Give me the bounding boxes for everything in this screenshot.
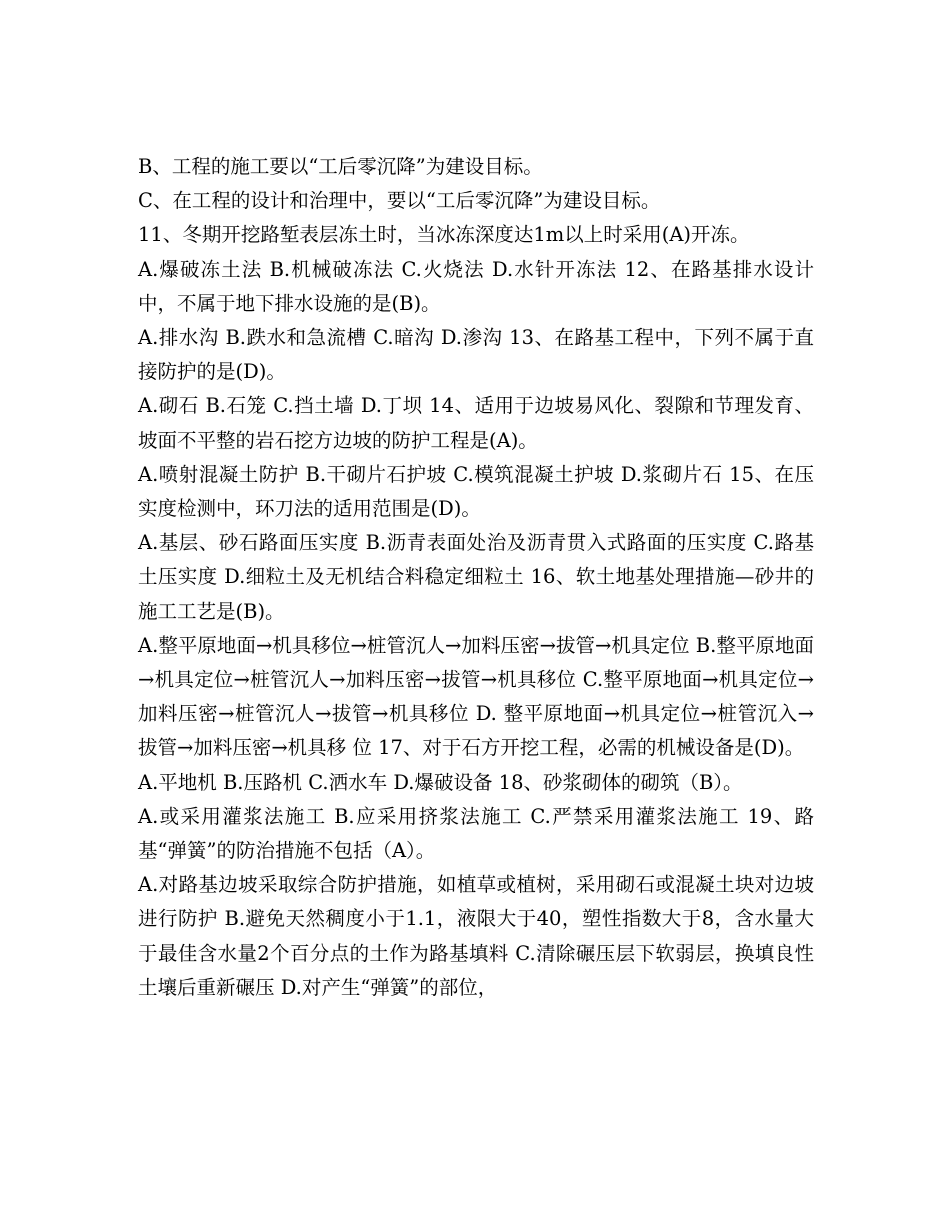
answers-13-question-14: A.砌石 B.石笼 C.挡土墙 D.丁坝 14、适用于边坡易风化、裂隙和节理发育、坡面不平整的岩石挖方边坡的防护工程是(A)。: [138, 394, 814, 452]
answers-18-question-19: A.或采用灌浆法施工 B.应采用挤浆法施工 C.严禁采用灌浆法施工 19、路基“弹簧”的防治措施不包括（A）。: [138, 804, 814, 863]
paragraph-b-option: B、工程的施工要以“工后零沉降”为建设目标。: [138, 155, 543, 178]
answers-16-question-17: A.整平原地面→机具移位→桩管沉人→加料压密→拔管→机具定位 B.整平原地面→机具定位→桩管沉人→加料压密→拔管→机具移位 C.整平原地面→机具定位→加料压密→桩管沉人→拔管→机具移位 D. 整平原地面→机具定位→桩管沉入→拔管→加料压密→机具移 位 17、对于石方开挖工程，必需的机械设备是(D)。: [138, 633, 814, 760]
answers-12-question-13: A.排水沟 B.跌水和急流槽 C.暗沟 D.渗沟 13、在路基工程中，下列不属于直接防护的是(D)。: [138, 326, 814, 384]
answers-19: A.对路基边坡采取综合防护措施，如植草或植树，采用砌石或混凝土块对边坡进行防护 B.避免天然稠度小于1.1，液限大于40，塑性指数大于8，含水量大于最佳含水量2个百分点的土作为路基填料 C.清除碾压层下软弱层，换填良性土壤后重新碾压 D.对产生“弹簧”的部位，: [138, 873, 814, 999]
answers-15-question-16: A.基层、砂石路面压实度 B.沥青表面处治及沥青贯入式路面的压实度 C.路基土压实度 D.细粒土及无机结合料稳定细粒土 16、软土地基处理措施—砂井的施工工艺是(B)。: [138, 531, 814, 623]
answers-14-question-15: A.喷射混凝土防护 B.干砌片石护坡 C.模筑混凝土护坡 D.浆砌片石 15、在压实度检测中，环刀法的适用范围是(D)。: [138, 462, 814, 521]
answers-11-question-12: A.爆破冻土法 B.机械破冻法 C.火烧法 D.水针开冻法 12、在路基排水设计中，不属于地下排水设施的是(B)。: [138, 257, 814, 315]
answers-17-question-18: A.平地机 B.压路机 C.洒水车 D.爆破设备 18、砂浆砌体的砌筑（B）。: [138, 770, 743, 794]
document-body: [138, 150, 814, 1005]
paragraph-c-option: C、在工程的设计和治理中，要以“工后零沉降”为建设目标。: [138, 189, 661, 213]
question-11: 11、冬期开挖路堑表层冻土时，当冰冻深度达1m以上时采用(A)开冻。: [138, 223, 750, 247]
